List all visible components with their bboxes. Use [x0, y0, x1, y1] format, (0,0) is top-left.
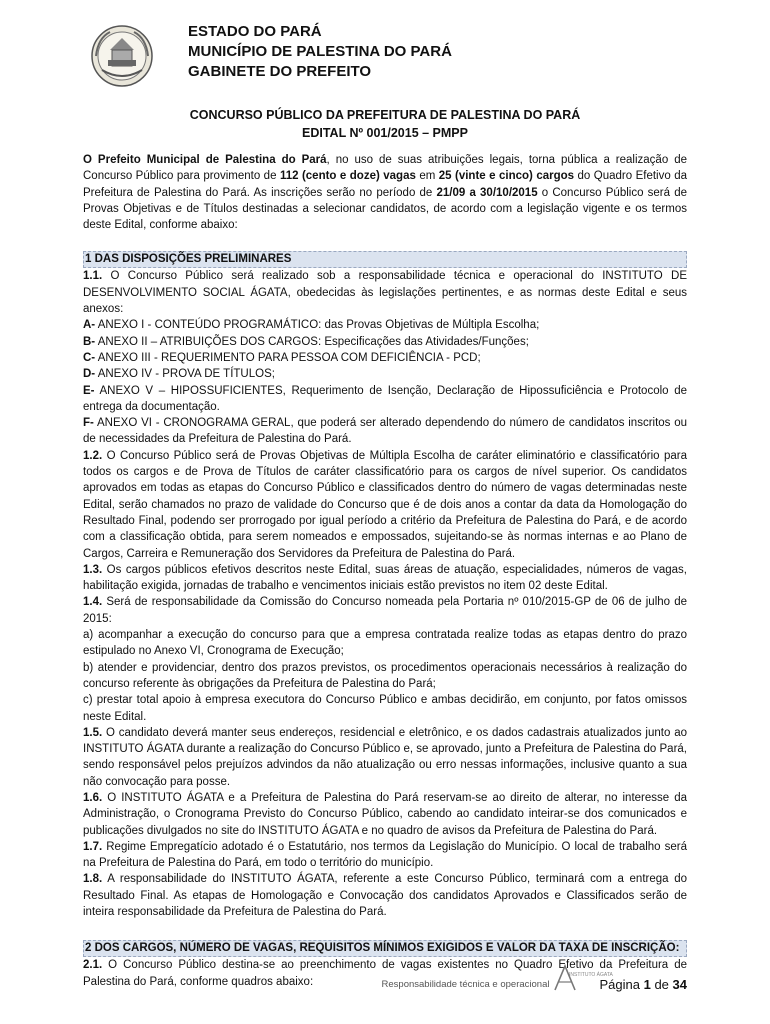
annex-text: ANEXO II – ATRIBUIÇÕES DOS CARGOS: Especificações das Atividades/Funções; [95, 335, 529, 348]
clause-1-5 [83, 725, 687, 790]
page-of: de [654, 977, 669, 992]
header-municipality: MUNICÍPIO DE PALESTINA DO PARÁ [188, 43, 452, 60]
clause-text: Será de responsabilidade da Comissão do Concurso nomeada pela Portaria nº 010/2015-GP de 06 de julho de 2015: [83, 596, 687, 625]
clause-1-3 [83, 562, 687, 595]
annex-text: ANEXO VI - CRONOGRAMA GERAL, que poderá ser alterado dependendo do número de candidatos inscritos ou de necessidades da Prefeitura de Palestina do Pará. [83, 417, 687, 446]
clause-1-1 [83, 268, 687, 317]
clause-1-6 [83, 790, 687, 839]
annex-text: ANEXO I - CONTEÚDO PROGRAMÁTICO: das Provas Objetivas de Múltipla Escolha; [95, 319, 540, 332]
annex-text: ANEXO IV - PROVA DE TÍTULOS; [95, 368, 275, 381]
clause-number: 1.7. [83, 840, 103, 853]
annex-item [83, 415, 687, 448]
intro-bold-1: O Prefeito Municipal de Palestina do Pará [83, 154, 327, 166]
page-total: 34 [672, 977, 687, 992]
annex-item [83, 383, 687, 416]
clause-number: 1.4. [83, 596, 103, 609]
document-title [0, 106, 770, 142]
annex-item [83, 317, 687, 333]
section-2-heading: 2 DOS CARGOS, NÚMERO DE VAGAS, REQUISITOS MÍNIMOS EXIGIDOS E VALOR DA TAXA DE INSCRIÇÃO: [83, 940, 687, 957]
annex-letter: F- [83, 417, 94, 430]
intro-paragraph [83, 152, 687, 233]
document-header [188, 22, 452, 82]
annex-item [83, 334, 687, 350]
intro-bold-4: 21/09 a 30/10/2015 [436, 186, 538, 199]
annex-text: ANEXO V – HIPOSSUFICIENTES, Requerimento de Isenção, Declaração de Hipossuficiência e Protocolo de entrega da documentação. [83, 384, 687, 413]
clause-number: 1.6. [83, 791, 103, 804]
annex-letter: C- [83, 351, 96, 364]
clause-1-8 [83, 871, 687, 920]
annex-item [83, 366, 687, 382]
clause-number: 1.5. [83, 726, 103, 739]
section-1-heading: 1 DAS DISPOSIÇÕES PRELIMINARES [83, 251, 687, 268]
intro-text-3: do Quadro Efetivo da Prefeitura de Palestina do Pará. As inscrições serão no período de [83, 170, 687, 199]
clause-1-7 [83, 839, 687, 872]
clause-number: 1.8. [83, 873, 103, 886]
section-spacer [83, 920, 687, 938]
clause-text: O INSTITUTO ÁGATA e a Prefeitura de Palestina do Pará reservam-se ao direito de alterar, no interesse da Administração, o Cronograma Previsto do Concurso Público, cabendo ao candidato inteirar-se dos comunicados e publicações divulgados no site do INSTITUTO ÁGATA e no quadro de avisos da Prefeitura de Palestina do Pará. [83, 791, 687, 837]
clause-1-2 [83, 448, 687, 562]
clause-text: O candidato deverá manter seus endereços, residencial e eletrônico, e os dados cadastrais atualizados junto ao INSTITUTO ÁGATA durante a realização do Concurso Público e, se aprovado, junto a Prefeitura de Palestina do Pará, sendo responsável pelos prejuízos advindos da não atualização ou erro nessas informações, inclusive quanto a sua não convocação para posse. [83, 726, 687, 788]
document-body [83, 152, 687, 990]
clause-text: O Concurso Público será de Provas Objetivas de Múltipla Escolha de caráter eliminatório e classificatório para todos os cargos e de Prova de Títulos de caráter classificatório para os cargos de nível superior. Os candidatos aprovados em todas as etapas do Concurso Público e classificados dentro do número de vagas determinadas neste Edital, serão chamados no prazo de validade do Concurso que é de dois anos a contar da data da Homologação do Resultado Final, podendo ser prorrogado por igual período a critério da Prefeitura de Palestina do Pará, e de acordo com a classificação obtida, para serem nomeados e empossados, sujeitando-se às normas internas e ao Plano de Cargos, Carreira e Remuneração dos Servidores da Prefeitura de Palestina do Pará. [83, 449, 687, 560]
clause-text: A responsabilidade do INSTITUTO ÁGATA, referente a este Concurso Público, terminará com a entrega do Resultado Final. As etapas de Homologação e Convocação dos candidatos Aprovados e Classificados serão de inteira responsabilidade da Prefeitura de Palestina do Pará. [83, 873, 687, 919]
intro-bold-2: 112 (cento e doze) vagas [279, 170, 416, 183]
header-state: ESTADO DO PARÁ [188, 23, 322, 40]
page-label: Página [599, 977, 640, 992]
clause-text: Os cargos públicos efetivos descritos neste Edital, suas áreas de atuação, especialidades, números de vagas, habilitação exigida, jornadas de trabalho e vencimentos iniciais estão previstos no item 02 deste Edital. [83, 563, 687, 593]
clause-text: O Concurso Público será realizado sob a responsabilidade técnica e operacional do INSTITUTO DE DESENVOLVIMENTO SOCIAL ÁGATA, obedecidas às legislações pertinentes, e as normas deste Edital e seus anexos: [83, 270, 687, 316]
municipal-seal-icon [88, 20, 156, 88]
annex-letter: A- [83, 319, 96, 332]
annex-letter: B- [83, 335, 96, 348]
page-number [599, 977, 687, 992]
clause-1-4-b: b) atender e providenciar, dentro dos prazos previstos, os procedimentos operacionais necessários à realização do concurso referente às obrigações da Prefeitura de Palestina do Pará; [83, 661, 687, 690]
clause-text: Regime Empregatício adotado é o Estatutário, nos termos da Legislação do Município. O local de trabalho será na Prefeitura de Palestina do Pará, em todo o território do município. [83, 840, 687, 870]
clause-number: 2.1. [83, 959, 103, 972]
intro-text-2: em [415, 170, 439, 183]
clause-1-4-c: c) prestar total apoio à empresa executora do Concurso Público e ambas decidirão, em conjunto, por fatos omissos neste Edital. [83, 694, 687, 723]
title-line-2: EDITAL Nº 001/2015 – PMPP [302, 126, 468, 140]
intro-text-4: o Concurso Público será de Provas Objetivas e de Títulos destinadas a selecionar candidatos, de acordo com a legislação vigente e os termos deste Edital, conforme abaixo: [83, 186, 687, 232]
instituto-agata-logo-icon [551, 962, 614, 992]
intro-bold-3: 25 (vinte e cinco) cargos [438, 170, 575, 183]
annex-text: ANEXO III - REQUERIMENTO PARA PESSOA COM DEFICIÊNCIA - PCD; [95, 351, 481, 364]
footer-note: Responsabilidade técnica e operacional [381, 979, 550, 990]
title-line-1: CONCURSO PÚBLICO DA PREFEITURA DE PALESTINA DO PARÁ [189, 108, 581, 122]
clause-number: 1.2. [83, 449, 103, 462]
annex-letter: D- [83, 368, 96, 381]
clause-1-4 [83, 594, 687, 627]
clause-number: 1.3. [83, 563, 103, 576]
annex-letter: E- [83, 384, 95, 397]
page-footer [382, 962, 687, 992]
clause-number: 1.1. [83, 270, 103, 283]
clause-1-4-a: a) acompanhar a execução do concurso para que a empresa contratada realize todas as etapas dentro do prazo estipulado no Anexo VI, Cronograma de Execução; [83, 629, 687, 658]
annex-item [83, 350, 687, 366]
header-office: GABINETE DO PREFEITO [188, 63, 372, 80]
page-current: 1 [643, 977, 651, 992]
clause-text: O Concurso Público destina-se ao preenchimento de vagas existentes no Quadro Efetivo da Prefeitura de Palestina do Pará, conforme quadros abaixo: [83, 959, 687, 988]
logo-text: INSTITUTO ÁGATA [569, 972, 614, 978]
intro-text-1: , no uso de suas atribuições legais, torna pública a realização de Concurso Público para provimento de [83, 154, 687, 183]
